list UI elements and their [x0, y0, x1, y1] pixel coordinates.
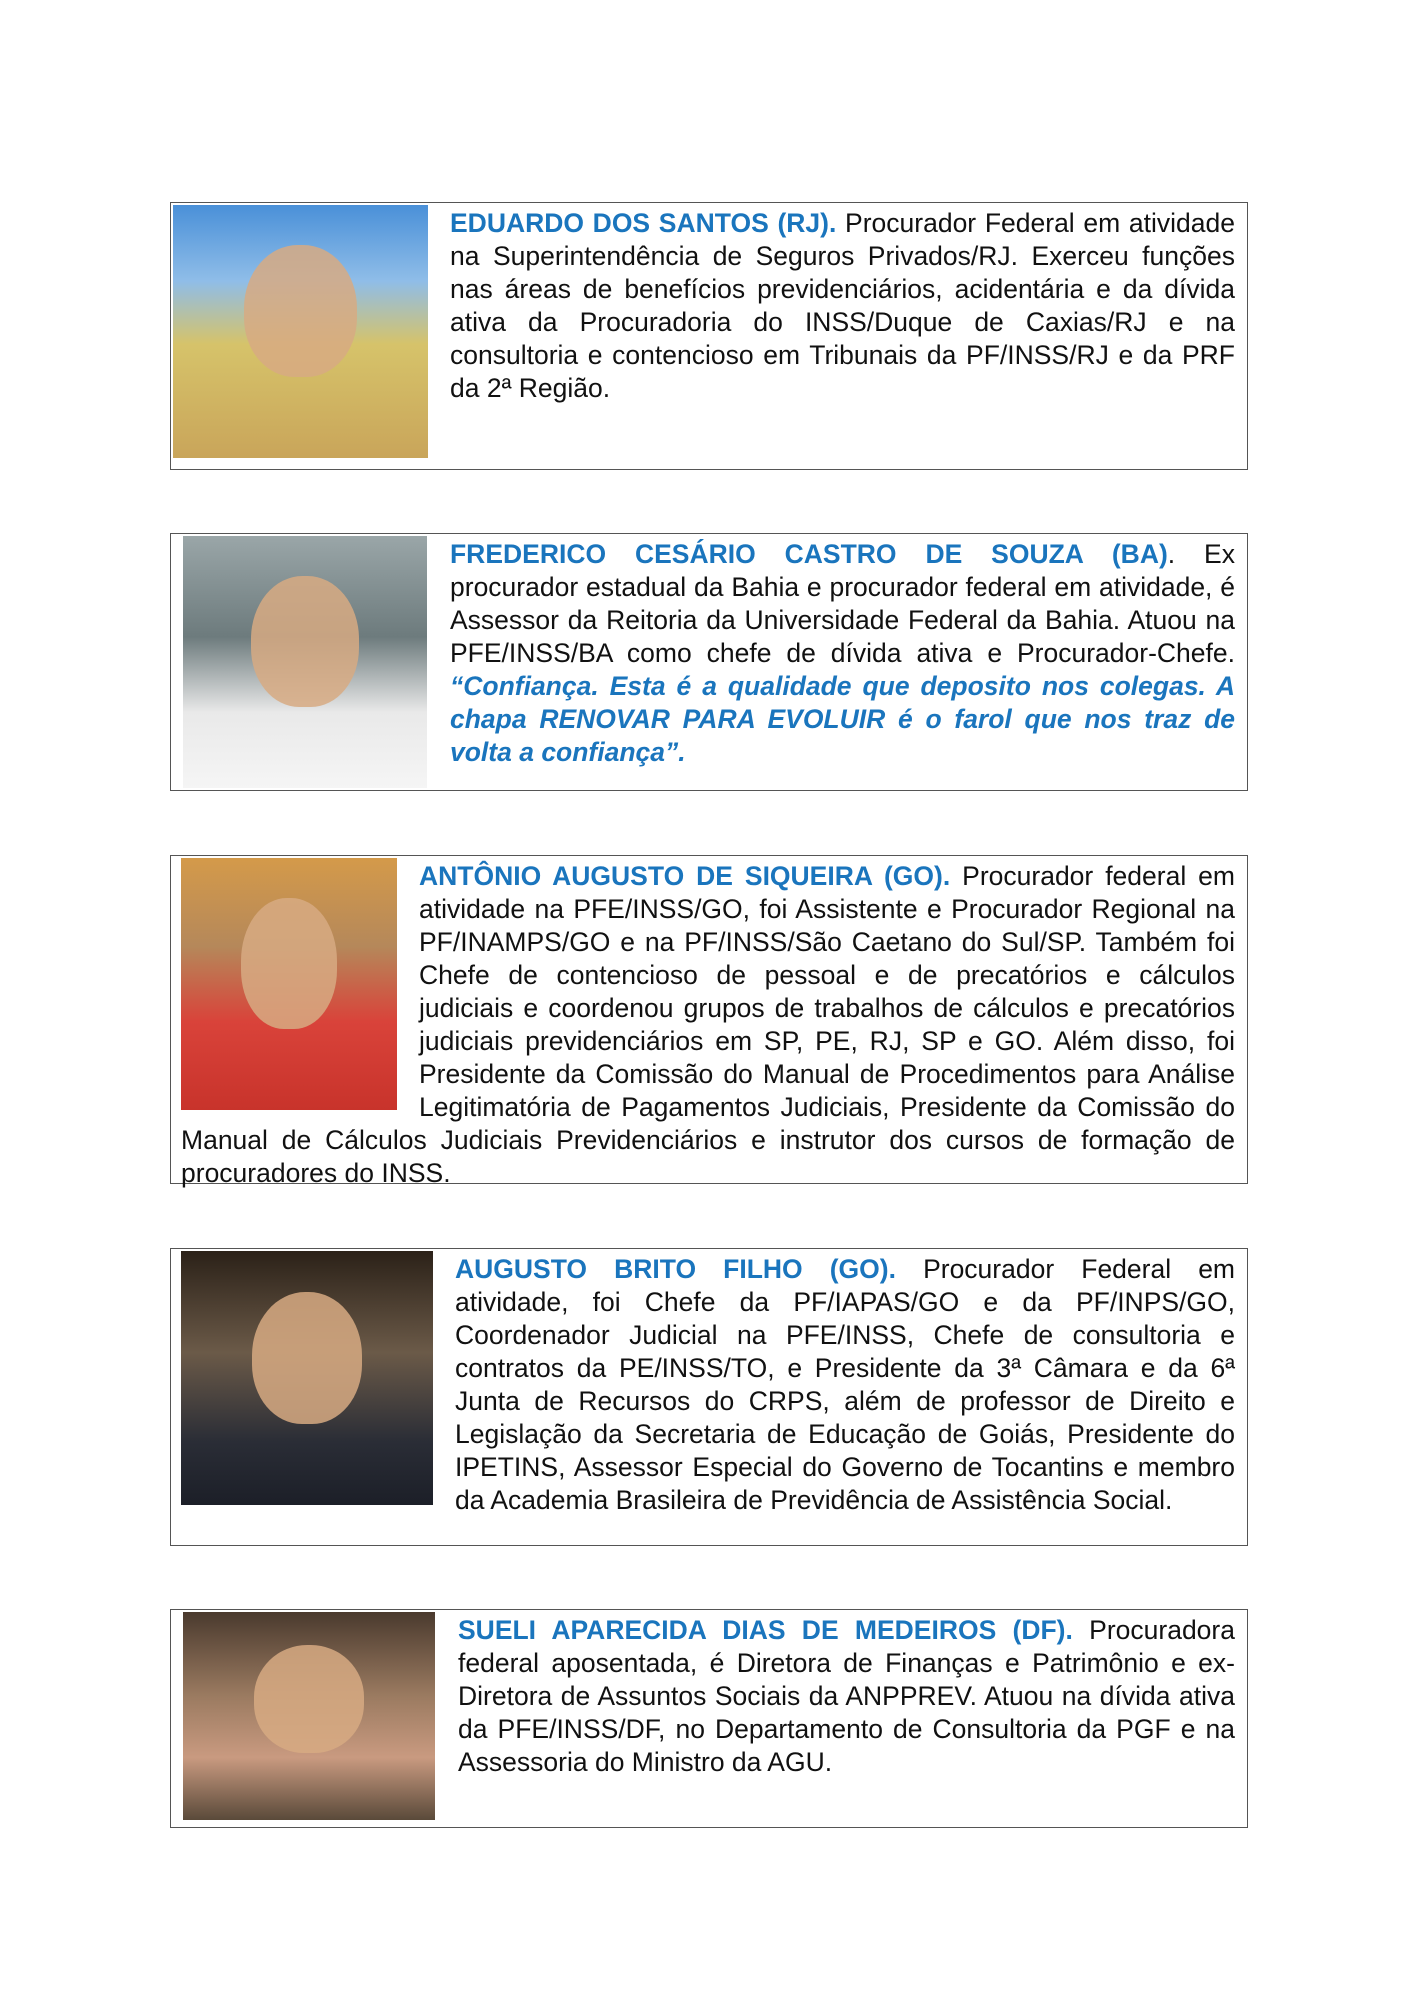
candidate-bio-block: [181, 1253, 1235, 1517]
candidate-name: ANTÔNIO AUGUSTO DE SIQUEIRA (GO).: [419, 861, 951, 891]
candidate-photo: [173, 205, 428, 458]
candidate-bio-block: [450, 538, 1235, 769]
candidate-photo: [181, 1251, 433, 1505]
candidate-card-antonio: [170, 855, 1248, 1188]
candidate-bio: Procurador federal em atividade na PFE/INSS/GO, foi Assistente e Procurador Regional na PF/INAMPS/GO e na PF/INSS/São Caetano do Sul/SP. Também foi Chefe de contencioso de pessoal e de precatórios e cálculos judiciais e coordenou grupos de trabalhos de cálculos e precatórios judiciais previdenciários em SP, PE, RJ, SP e GO. Além disso, foi Presidente da Comissão do Manual de Procedimentos para Análise Legitimatória de Pagamentos Judiciais, Presidente da Comissão do Manual de Cálculos Judiciais Previdenciários e instrutor dos cursos de formação de procuradores do INSS.: [181, 861, 1235, 1188]
candidate-photo: [183, 1612, 435, 1820]
candidate-bio-block: [181, 860, 1235, 1190]
candidate-bio: Procuradora federal aposentada, é Diretora de Finanças e Patrimônio e ex-Diretora de Assuntos Sociais da ANPPREV. Atuou na dívida ativa da PFE/INSS/DF, no Departamento de Consultoria da PGF e na Assessoria do Ministro da AGU.: [458, 1615, 1235, 1777]
candidate-card-sueli: [170, 1609, 1248, 1828]
candidate-photo: [183, 536, 427, 788]
candidate-name: EDUARDO DOS SANTOS (RJ).: [450, 208, 837, 238]
candidate-bio: Procurador Federal em atividade na Superintendência de Seguros Privados/RJ. Exerceu funções nas áreas de benefícios previdenciários, acidentária e da dívida ativa da Procuradoria do INSS/Duque de Caxias/RJ e na consultoria e contencioso em Tribunais da PF/INSS/RJ e da PRF da 2ª Região.: [450, 208, 1235, 403]
candidate-card-eduardo: [170, 202, 1248, 470]
candidate-card-augusto: [170, 1248, 1248, 1546]
candidate-name: FREDERICO CESÁRIO CASTRO DE SOUZA (BA): [450, 539, 1168, 569]
candidate-bio: . Ex procurador estadual da Bahia e procurador federal em atividade, é Assessor da Reitoria da Universidade Federal da Bahia. Atuou na PFE/INSS/BA como chefe de dívida ativa e Procurador-Chefe.: [450, 539, 1235, 668]
candidate-quote: “Confiança. Esta é a qualidade que deposito nos colegas. A chapa RENOVAR PARA EVOLUIR é o farol que nos traz de volta a confiança”.: [450, 671, 1235, 767]
candidate-card-frederico: [170, 533, 1248, 791]
candidate-bio-block: [450, 207, 1235, 405]
candidate-name: SUELI APARECIDA DIAS DE MEDEIROS (DF).: [458, 1615, 1073, 1645]
candidate-bio: Procurador Federal em atividade, foi Chefe da PF/IAPAS/GO e da PF/INPS/GO, Coordenador Judicial na PFE/INSS, Chefe de consultoria e contratos da PE/INSS/TO, e Presidente da 3ª Câmara e da 6ª Junta de Recursos do CRPS, além de professor de Direito e Legislação da Secretaria de Educação de Goiás, Presidente do IPETINS, Assessor Especial do Governo de Tocantins e membro da Academia Brasileira de Previdência de Assistência Social.: [455, 1254, 1236, 1515]
candidate-photo: [181, 858, 397, 1110]
candidate-bio-block: [458, 1614, 1235, 1779]
candidate-name: AUGUSTO BRITO FILHO (GO).: [455, 1254, 896, 1284]
